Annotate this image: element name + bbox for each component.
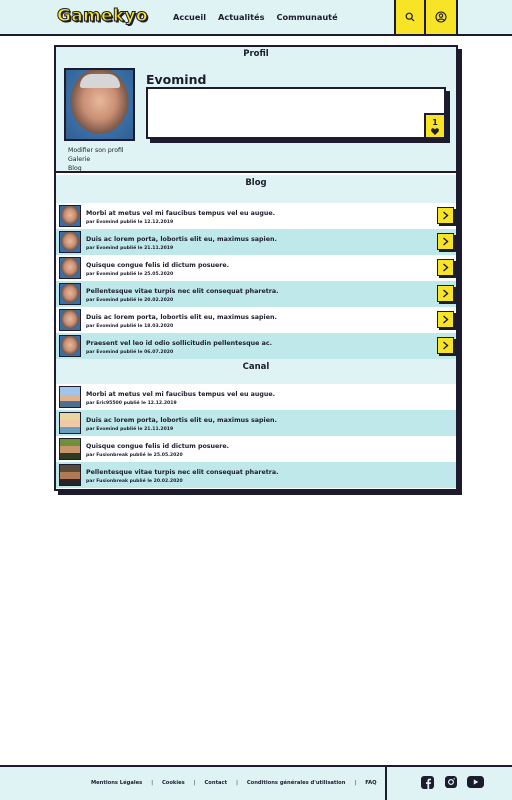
blog-link[interactable]: Blog [68, 165, 82, 172]
post-title[interactable]: Morbi at metus vel mi faucibus tempus vel eu augue. [86, 391, 276, 398]
author-avatar [59, 386, 81, 408]
gallery-link[interactable]: Galerie [68, 156, 91, 163]
profile-links [68, 146, 124, 173]
post-title[interactable]: Quisque congue felis id dictum posuere. [86, 262, 230, 269]
blog-title: Blog [56, 175, 456, 203]
profile-bio-box [146, 87, 446, 139]
footer-link-mentions[interactable]: Mentions Légales [91, 780, 143, 786]
chevron-right-icon [442, 341, 449, 350]
author-avatar [59, 309, 81, 331]
post-title[interactable]: Pellentesque vitae turpis nec elit consequat pharetra. [86, 288, 279, 295]
chevron-right-icon [442, 315, 449, 324]
footer-link-cgu[interactable]: Conditions générales d'utilisation [246, 780, 346, 786]
footer-link-contact[interactable]: Contact [204, 780, 228, 786]
footer-links [91, 780, 377, 786]
chevron-right-icon [442, 289, 449, 298]
heart-icon [431, 128, 439, 135]
post-meta: par Evomind publié le 12.12.2019 [86, 220, 174, 225]
canal-section [56, 359, 456, 489]
footer-separator: | [193, 780, 196, 786]
instagram-icon[interactable] [445, 776, 457, 788]
canal-row[interactable] [56, 436, 456, 462]
author-avatar [59, 205, 81, 227]
profile-username: Evomind [146, 72, 207, 87]
open-post-button[interactable] [437, 337, 454, 354]
post-meta: par Evomind publié le 18.03.2020 [86, 324, 174, 329]
account-button[interactable] [426, 0, 458, 34]
canal-list [56, 384, 456, 488]
likes-counter[interactable] [424, 113, 446, 139]
blog-row[interactable] [56, 333, 456, 359]
post-title[interactable]: Praesent vel leo id odio sollicitudin pellentesque ac. [86, 340, 272, 347]
social-links [385, 765, 512, 800]
blog-row[interactable] [56, 255, 456, 281]
blog-row[interactable] [56, 307, 456, 333]
post-meta: par Evomind publié le 20.02.2020 [86, 298, 174, 303]
post-title[interactable]: Duis ac lorem porta, lobortis elit eu, maximus sapien. [86, 417, 277, 424]
chevron-right-icon [442, 263, 449, 272]
blog-row[interactable] [56, 203, 456, 229]
footer-separator: | [151, 780, 153, 786]
blog-row[interactable] [56, 229, 456, 255]
author-avatar [59, 283, 81, 305]
nav-communaute[interactable]: Communauté [276, 12, 338, 22]
footer-link-faq[interactable]: FAQ [365, 780, 377, 786]
post-meta: par Evomind publié le 21.11.2019 [86, 427, 174, 432]
edit-profile-link[interactable]: Modifier son profil [68, 147, 124, 154]
blog-section [56, 175, 456, 359]
open-post-button[interactable] [437, 259, 454, 276]
post-title[interactable]: Morbi at metus vel mi faucibus tempus vel eu augue. [86, 210, 276, 217]
post-meta: par Eric95500 publié le 12.12.2019 [86, 401, 177, 406]
footer-link-cookies[interactable]: Cookies [161, 780, 185, 786]
profil-section [56, 47, 456, 173]
profile-card [54, 45, 458, 491]
chevron-right-icon [442, 237, 449, 246]
blog-row[interactable] [56, 281, 456, 307]
site-logo[interactable]: Gamekyo [57, 6, 148, 26]
site-footer [0, 765, 512, 800]
facebook-icon[interactable] [421, 776, 434, 789]
post-meta: par Fusionbreak publié le 20.02.2020 [86, 479, 183, 484]
post-meta: par Evomind publié le 06.07.2020 [86, 350, 174, 355]
nav-accueil[interactable]: Accueil [173, 12, 207, 22]
author-avatar [59, 257, 81, 279]
search-icon [405, 12, 415, 22]
author-avatar [59, 412, 81, 434]
canal-row[interactable] [56, 462, 456, 488]
canal-title: Canal [56, 359, 456, 384]
user-icon [435, 11, 447, 23]
profile-avatar [64, 68, 135, 141]
author-avatar [59, 231, 81, 253]
open-post-button[interactable] [437, 311, 454, 328]
post-title[interactable]: Pellentesque vitae turpis nec elit consequat pharetra. [86, 469, 279, 476]
main-nav [173, 12, 350, 22]
youtube-icon[interactable] [467, 776, 484, 788]
post-meta: par Evomind publié le 25.05.2020 [86, 272, 174, 277]
author-avatar [59, 335, 81, 357]
open-post-button[interactable] [437, 233, 454, 250]
author-avatar [59, 464, 81, 486]
post-meta: par Evomind publié le 21.11.2019 [86, 246, 174, 251]
post-title[interactable]: Duis ac lorem porta, lobortis elit eu, maximus sapien. [86, 236, 277, 243]
canal-row[interactable] [56, 384, 456, 410]
post-title[interactable]: Duis ac lorem porta, lobortis elit eu, maximus sapien. [86, 314, 277, 321]
site-header [0, 0, 512, 36]
canal-row[interactable] [56, 410, 456, 436]
open-post-button[interactable] [437, 207, 454, 224]
profil-title: Profil [56, 47, 456, 62]
blog-list [56, 203, 456, 359]
author-avatar [59, 438, 81, 460]
post-meta: par Fusionbreak publié le 25.05.2020 [86, 453, 183, 458]
chevron-right-icon [442, 211, 449, 220]
open-post-button[interactable] [437, 285, 454, 302]
post-title[interactable]: Quisque congue felis id dictum posuere. [86, 443, 230, 450]
footer-separator: | [236, 780, 238, 786]
footer-separator: | [354, 780, 357, 786]
likes-count: 1 [432, 118, 438, 127]
nav-actualites[interactable]: Actualités [218, 12, 265, 22]
search-button[interactable] [394, 0, 426, 34]
